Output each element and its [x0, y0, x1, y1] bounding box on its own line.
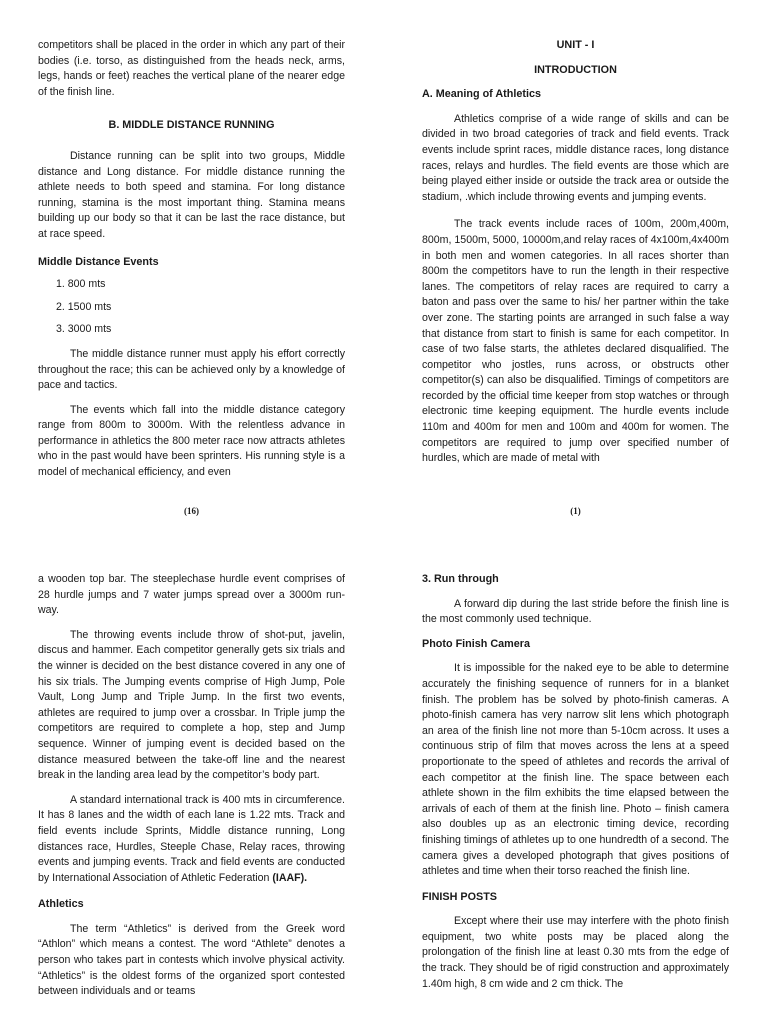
chapter-title: INTRODUCTION — [534, 63, 617, 76]
iaaf-abbrev: (IAAF). — [272, 871, 308, 884]
paragraph-photo-finish: It is impossible for the naked eye to be able to determine accurately the finishing sequence of runners for in a blanket finish. The problem has be solved by photo-finish cameras. A photo-finish camera has very narrow slit lens which photograph an area of the finish line not more than 5-10cm across. It uses a continuous strip of film that moves across the lens at a speed proportionate to the speed of athletes and records the arrival of each competitor at the finish line. The space between each athlete shown in the film exhibits the time elapsed between the arrivals of each of them at the finish line. Photo – finish camera also doubles up as an electronic timing device, recording finishing timings of athletes up to one hundredth of a second. The camera gives a developed photograph that gives positions of athletes and time when their torso reached the finish line. — [422, 662, 729, 878]
events-list — [38, 277, 345, 338]
unit-label: UNIT - I — [556, 39, 595, 51]
subheading-athletics: Athletics — [38, 898, 84, 911]
paragraph-pace-tactics: The middle distance runner must apply his effort correctly throughout the race; this can be achieved only by a knowledge of pace and tactics. — [38, 347, 345, 392]
subheading-photo-finish: Photo Finish Camera — [422, 637, 530, 650]
paragraph-distance-running: Distance running can be split into two groups, Middle distance and Long distance. For middle distance running the athlete needs to both speed and stamina. For long distance running, stamina is the most important thing. Stamina means building up our body so that it can be last the race distance, but at race speed. — [38, 149, 345, 240]
paragraph-steeplechase: a wooden top bar. The steeplechase hurdle event comprises of 28 hurdle jumps and 7 water jumps spread over a 3000m run-way. — [38, 573, 345, 617]
page-16-column — [38, 38, 345, 481]
standard-track-text: A standard international track is 400 mts in circumference. It has 8 lanes and the width of each lane is 1.22 mts. Track and field events include Sprints, Middle distance running, Long distances race, Hurdles, Steeple Chase, Relay races, throwing events and jumping events. Track and field events are conducted by International Association of Athletic Federation — [38, 793, 345, 884]
page-15-column — [422, 572, 729, 992]
list-item: 3. 3000 mts — [56, 323, 112, 336]
section-heading-meaning: A. Meaning of Athletics — [422, 88, 541, 101]
paragraph-athletics-meaning: Athletics comprise of a wide range of skills and can be divided in two broad categories of track and field events. Track events include sprint races, middle distance races, long distance races, relays and hurdles. The field events are those which are being played either inside or outside the track area or outside the stadium, .which include throwing events and jumping events. — [422, 112, 729, 203]
paragraph-middle-distance-category: The events which fall into the middle distance category range from 800m to 3000m. With the relentless advance in performance in athletics the 800 meter race now attracts athletes who in the past would have been sprinters. His running style is a model of mechanical efficiency, and even — [38, 403, 345, 479]
paragraph-finish-posts: Except where their use may interfere with the photo finish equipment, two white posts may be placed along the prolongation of the finish line at least 0.30 mts from the edge of the track. They should be of rigid construction and approximately 1.40m high, 8 cm wide and 2 cm thick. The — [422, 915, 729, 990]
list-item: 1. 800 mts — [56, 278, 106, 291]
page-1-column — [422, 38, 729, 467]
section-heading-middle-distance: B. MIDDLE DISTANCE RUNNING — [108, 119, 275, 132]
paragraph-track-events: The track events include races of 100m, 200m,400m, 800m, 1500m, 5000, 10000m,and relay races of 4x100m,4x400m in both men and women categories. In all races shorter than 800m the competitors have to run the length in their respective lanes. The competitors of relay races are required to carry a baton and pass over the same to his/ her partner within the take over zone. The starting points are arranged in such false a way that distance from start to finish is same for each competitor. In case of two false starts, the athletes declared disqualified. The competitor who jostles, runs across, or obstructs other competitor(s) can also be disqualified. Timings of competitors are recorded by the official time keeper from stop watches or through electronic time keeping equipment. The hurdle events include 110m and 400m for men and 100m and 400m for women. The competitors are required to jump over specified number of hurdles, which are made of metal with — [422, 218, 729, 465]
subheading-run-through: 3. Run through — [422, 573, 499, 585]
paragraph-athletics-origin: The term “Athletics” is derived from the Greek word “Athlon” which means a contest. The word “Athlete” denotes a person who takes part in contests which involve physical activity. “Athletics” is the oldest forms of the organized sport contested between individuals and or teams — [38, 922, 345, 998]
paragraph-throwing-events: The throwing events include throw of shot-put, javelin, discus and hammer. Each competitor generally gets six trials and the winner is decided on the best distance covered in any one of his six trials. The Jumping events comprise of High Jump, Pole Vault, Long Jump and Triple Jump. In the first two events, athletes are required to jump over a crossbar. In Triple jump the competitors are required to complete a hop, step and Jump sequence. Winner of jumping event is decided based on the distance measured between the take-off line and the nearest break in the landing area lead by the competitor’s body part. — [38, 628, 345, 782]
paragraph-run-through: A forward dip during the last stride before the finish line is the most commonly used technique. — [422, 597, 729, 626]
page-2-column — [38, 572, 345, 1000]
page-number: (16) — [184, 506, 199, 516]
subheading-finish-posts: FINISH POSTS — [422, 890, 497, 903]
list-item: 2. 1500 mts — [56, 300, 112, 313]
paragraph-finish-order: competitors shall be placed in the order in which any part of their bodies (i.e. torso, as distinguished from the heads neck, arms, legs, hands or feet) reaches the vertical plane of the nearer edge of the finish line. — [38, 39, 345, 98]
paragraph-standard-track — [38, 793, 345, 887]
subheading-middle-distance-events: Middle Distance Events — [38, 255, 159, 268]
page-number: (1) — [570, 506, 581, 516]
